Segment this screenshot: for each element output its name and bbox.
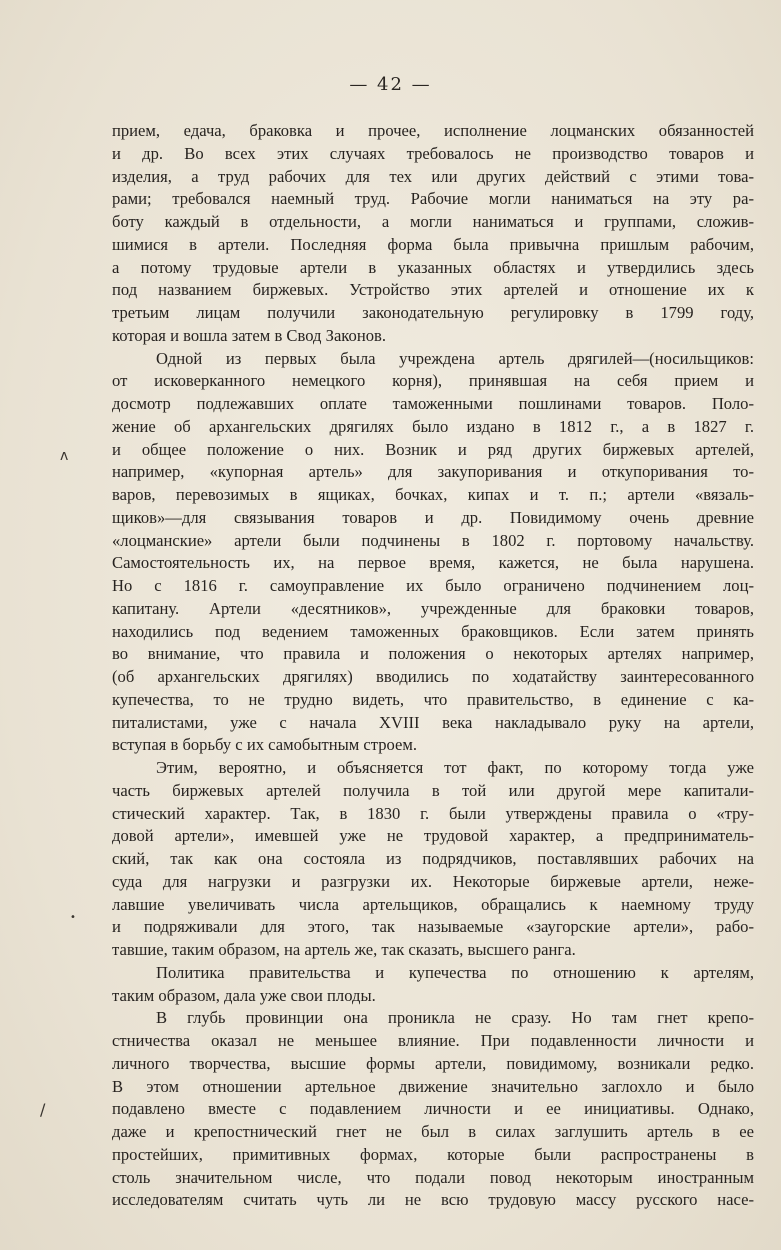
text-line: рами; требовался наемный труд. Рабочие могли наниматься на эту ра-	[112, 189, 754, 209]
text-line: капитану. Артели «десятников», учрежденные для браковки товаров,	[112, 598, 754, 618]
text-line: Но с 1816 г. самоуправление их было ограничено подчинением лоц-	[112, 576, 754, 595]
text-line: лавшие увеличивать числа артельщиков, обращались к наемному труду	[112, 894, 754, 914]
text-line: стничества оказал не меньшее влияние. При подавленности личности и	[112, 1031, 754, 1050]
margin-dot: •	[70, 912, 76, 923]
text-line: жение об архангельских дрягилях было издано в 1812 г., а в 1827 г.	[112, 416, 754, 436]
text-line: вступая в борьбу с их самобытным строем.	[112, 735, 418, 755]
text-line: во внимание, что правила и положения о некоторых артелях например,	[112, 644, 754, 664]
body-text	[112, 120, 754, 1212]
text-line: щиков»—для связывания товаров и др. Повидимому очень древние	[112, 507, 754, 527]
text-line: от исковерканного немецкого корня), принявшая на себя прием и	[112, 371, 754, 391]
text-line: ский, так как она состояла из подрядчиков, поставлявших рабочих на	[112, 849, 754, 868]
text-line: «лоцманские» артели были подчинены в 1802 г. портовому начальству.	[112, 530, 754, 550]
text-line: Политика правительства и купечества по отношению к артелям,	[156, 962, 754, 982]
text-line: столь значительном числе, что подали повод некоторым иностранным	[112, 1167, 754, 1187]
text-line: боту каждый в отдельности, а могли наниматься и группами, сложив-	[112, 212, 754, 231]
text-line: Этим, вероятно, и объясняется тот факт, по которому тогда уже	[156, 758, 754, 777]
text-line: тавшие, таким образом, на артель же, так сказать, высшего ранга.	[112, 940, 576, 959]
text-line: которая и вошла затем в Свод Законов.	[112, 325, 386, 345]
text-line: стический характер. Так, в 1830 г. были утверждены правила о «тру-	[112, 803, 754, 823]
text-line: суда для нагрузки и разгрузки их. Некоторые биржевые артели, неже-	[112, 871, 754, 891]
text-line: шимися в артели. Последняя форма была привычна пришлым рабочим,	[112, 234, 754, 254]
text-line: и подряживали для этого, так называемые «заугорские артели», рабо-	[112, 917, 754, 937]
text-line: простейших, примитивных формах, которые были распространены в	[112, 1144, 754, 1164]
text-line: под названием биржевых. Устройство этих артелей и отношение их к	[112, 280, 754, 300]
text-line: (об архангельских дрягилях) вводились по ходатайству заинтересованного	[112, 667, 754, 686]
text-line: питалистами, уже с начала XVIII века накладывало руку на артели,	[112, 712, 754, 732]
margin-mark: ʌ	[60, 448, 69, 464]
text-line: а потому трудовые артели в указанных областях и утвердились здесь	[112, 257, 754, 277]
text-line: таким образом, дала уже свои плоды.	[112, 985, 376, 1005]
text-line: Одной из первых была учреждена артель дрягилей—(носильщиков:	[156, 348, 754, 368]
text-line: находились под ведением таможенных браковщиков. Если затем принять	[112, 621, 754, 641]
text-line: прием, едача, браковка и прочее, исполнение лоцманских обязанностей	[112, 121, 754, 140]
text-line: исследователям считать чуть ли не всю трудовую массу русского насе-	[112, 1190, 754, 1210]
text-line: довой артели», имевшей уже не трудовой характер, а предприниматель-	[112, 826, 754, 846]
margin-mark: /	[40, 1100, 46, 1119]
text-line: подавлено вместе с подавлением личности и ее инициативы. Однако,	[112, 1099, 754, 1119]
text-line: Самостоятельность их, на первое время, кажется, не была нарушена.	[112, 553, 754, 573]
text-line: даже и крепостнический гнет не был в силах заглушить артель в ее	[112, 1122, 754, 1141]
text-line: и общее положение о них. Возник и ряд других биржевых артелей,	[112, 439, 754, 459]
text-line: купечества, то не трудно видеть, что правительство, в единение с ка-	[112, 689, 754, 709]
text-line: досмотр подлежавших оплате таможенными пошлинами товаров. Поло-	[112, 394, 754, 413]
text-line: и др. Во всех этих случаях требовалось не производство товаров и	[112, 143, 754, 163]
text-line: личного творчества, высшие формы артели, повидимому, возникали редко.	[112, 1053, 754, 1073]
text-line: В глубь провинции она проникла не сразу. Но там гнет крепо-	[156, 1008, 754, 1028]
text-line: часть биржевых артелей получила в той или другой мере капитали-	[112, 780, 754, 800]
text-line: варов, перевозимых в ящиках, бочках, кипах и т. п.; артели «вязаль-	[112, 485, 754, 504]
text-line: третьим лицам получили законодательную регулировку в 1799 году,	[112, 303, 754, 322]
text-line: В этом отношении артельное движение значительно заглохло и было	[112, 1076, 754, 1096]
page-number: — 42 —	[349, 74, 432, 95]
text-line: например, «купорная артель» для закупоривания и откупоривания то-	[112, 462, 754, 482]
text-line: изделия, а труд рабочих для тех или других действий с этими това-	[112, 166, 754, 186]
